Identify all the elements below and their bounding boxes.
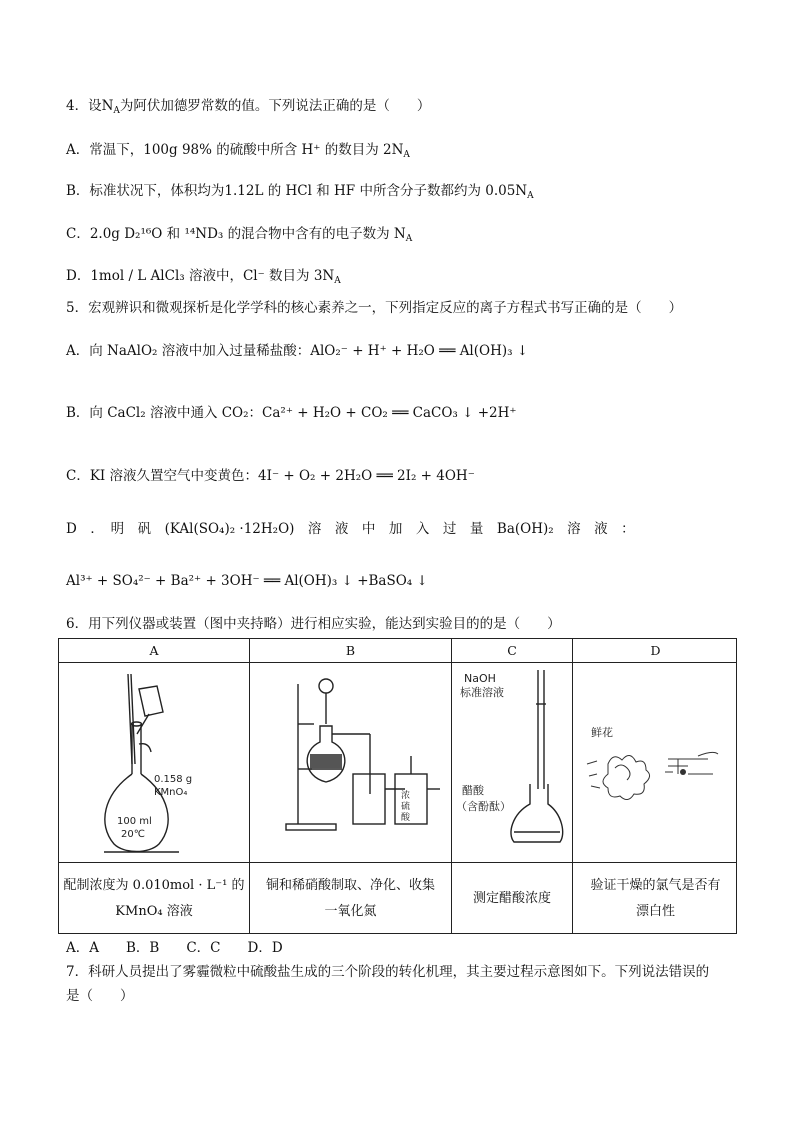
q6-table [58, 638, 737, 934]
chlorine-flower-figure [573, 664, 738, 862]
q6-figure-a [59, 664, 249, 862]
q4-option-d: D．1mol / L AlCl₃ 溶液中，Cl⁻ 数目为 $3N_A$ [66, 268, 341, 286]
figa-mass-label: 0.158 g [154, 774, 193, 785]
volumetric-flask-figure [59, 664, 249, 862]
q6-header-d: D [650, 643, 661, 658]
figb-label-1: 浓 [401, 791, 411, 801]
q4-option-a: A．常温下，100g 98% 的硫酸中所含 H⁺ 的数目为 $2N_A$ [66, 142, 410, 160]
q6-caption-a: 配制浓度为 0.010mol · L⁻¹ 的 KMnO₄ 溶液 [63, 877, 245, 919]
figb-label-3: 酸 [401, 813, 411, 823]
figc-bottom-label-1: 醋酸 [462, 784, 484, 797]
q6-figure-d [573, 664, 738, 862]
gas-apparatus-figure [250, 664, 451, 862]
q4-stem: 4．设$N_A$为阿伏加德罗常数的值。下列说法正确的是（ ） [66, 98, 431, 116]
q6-caption-d: 验证干燥的氯气是否有 漂白性 [590, 877, 721, 919]
q4-option-b: B．标准状况下，体积均为1.12L 的 HCl 和 HF 中所含分子数都约为 $0.05N_A$ [66, 183, 534, 201]
q6-options: A．A B．B C．C D．D [66, 940, 283, 956]
figc-top-label-2: 标准溶液 [460, 686, 504, 699]
figc-bottom-label-2: （含酚酞） [456, 800, 511, 813]
q5-option-d-line1: D ． 明 矾 (KAl(SO₄)₂ ·12H₂O) 溶 液 中 加 入 过 量 Ba(OH)₂ 溶 液 ： [66, 521, 635, 537]
q5-option-c: C．KI 溶液久置空气中变黄色：4I⁻ + O₂ + 2H₂O ══ 2I₂ + 4OH⁻ [66, 468, 475, 484]
q5-stem: 5．宏观辨识和微观探析是化学学科的核心素养之一，下列指定反应的离子方程式书写正确的是（ ） [66, 300, 683, 316]
q7-stem-line1: 7．科研人员提出了雾霾微粒中硫酸盐生成的三个阶段的转化机理，其主要过程示意图如下。下列说法错误的 [66, 964, 710, 980]
q5-option-a: A．向 NaAlO₂ 溶液中加入过量稀盐酸：AlO₂⁻ + H⁺ + H₂O ══ Al(OH)₃ ↓ [66, 343, 529, 359]
figa-temp-label: 20℃ [121, 829, 145, 840]
q6-figure-b [250, 664, 451, 862]
q5-option-d-line2: Al³⁺ + SO₄²⁻ + Ba²⁺ + 3OH⁻ ══ Al(OH)₃ ↓ +BaSO₄ ↓ [66, 573, 428, 589]
q7-stem-line2: 是（ ） [66, 988, 134, 1004]
figa-reagent-label: KMnO₄ [154, 787, 188, 798]
figc-top-label-1: NaOH [464, 672, 496, 685]
q6-header-c: C [507, 643, 517, 658]
q4-option-c: C．2.0g D₂¹⁶O 和 ¹⁴ND₃ 的混合物中含有的电子数为 $N_A$ [66, 226, 413, 244]
figd-flower-label: 鲜花 [591, 726, 613, 739]
q6-stem: 6．用下列仪器或装置（图中夹持略）进行相应实验，能达到实验目的的是（ ） [66, 616, 561, 632]
q6-caption-b: 铜和稀硝酸制取、净化、收集 一氧化氮 [265, 877, 435, 919]
q6-figure-c [452, 664, 572, 862]
figa-volume-label: 100 ml [117, 816, 152, 827]
q6-header-b: B [345, 643, 356, 658]
q5-option-b: B．向 CaCl₂ 溶液中通入 CO₂：Ca²⁺ + H₂O + CO₂ ══ CaCO₃ ↓ +2H⁺ [66, 405, 517, 421]
figb-label-2: 硫 [401, 802, 411, 812]
titration-figure [452, 664, 572, 862]
q6-caption-c: 测定醋酸浓度 [472, 890, 551, 906]
q6-header-a: A [149, 643, 159, 658]
